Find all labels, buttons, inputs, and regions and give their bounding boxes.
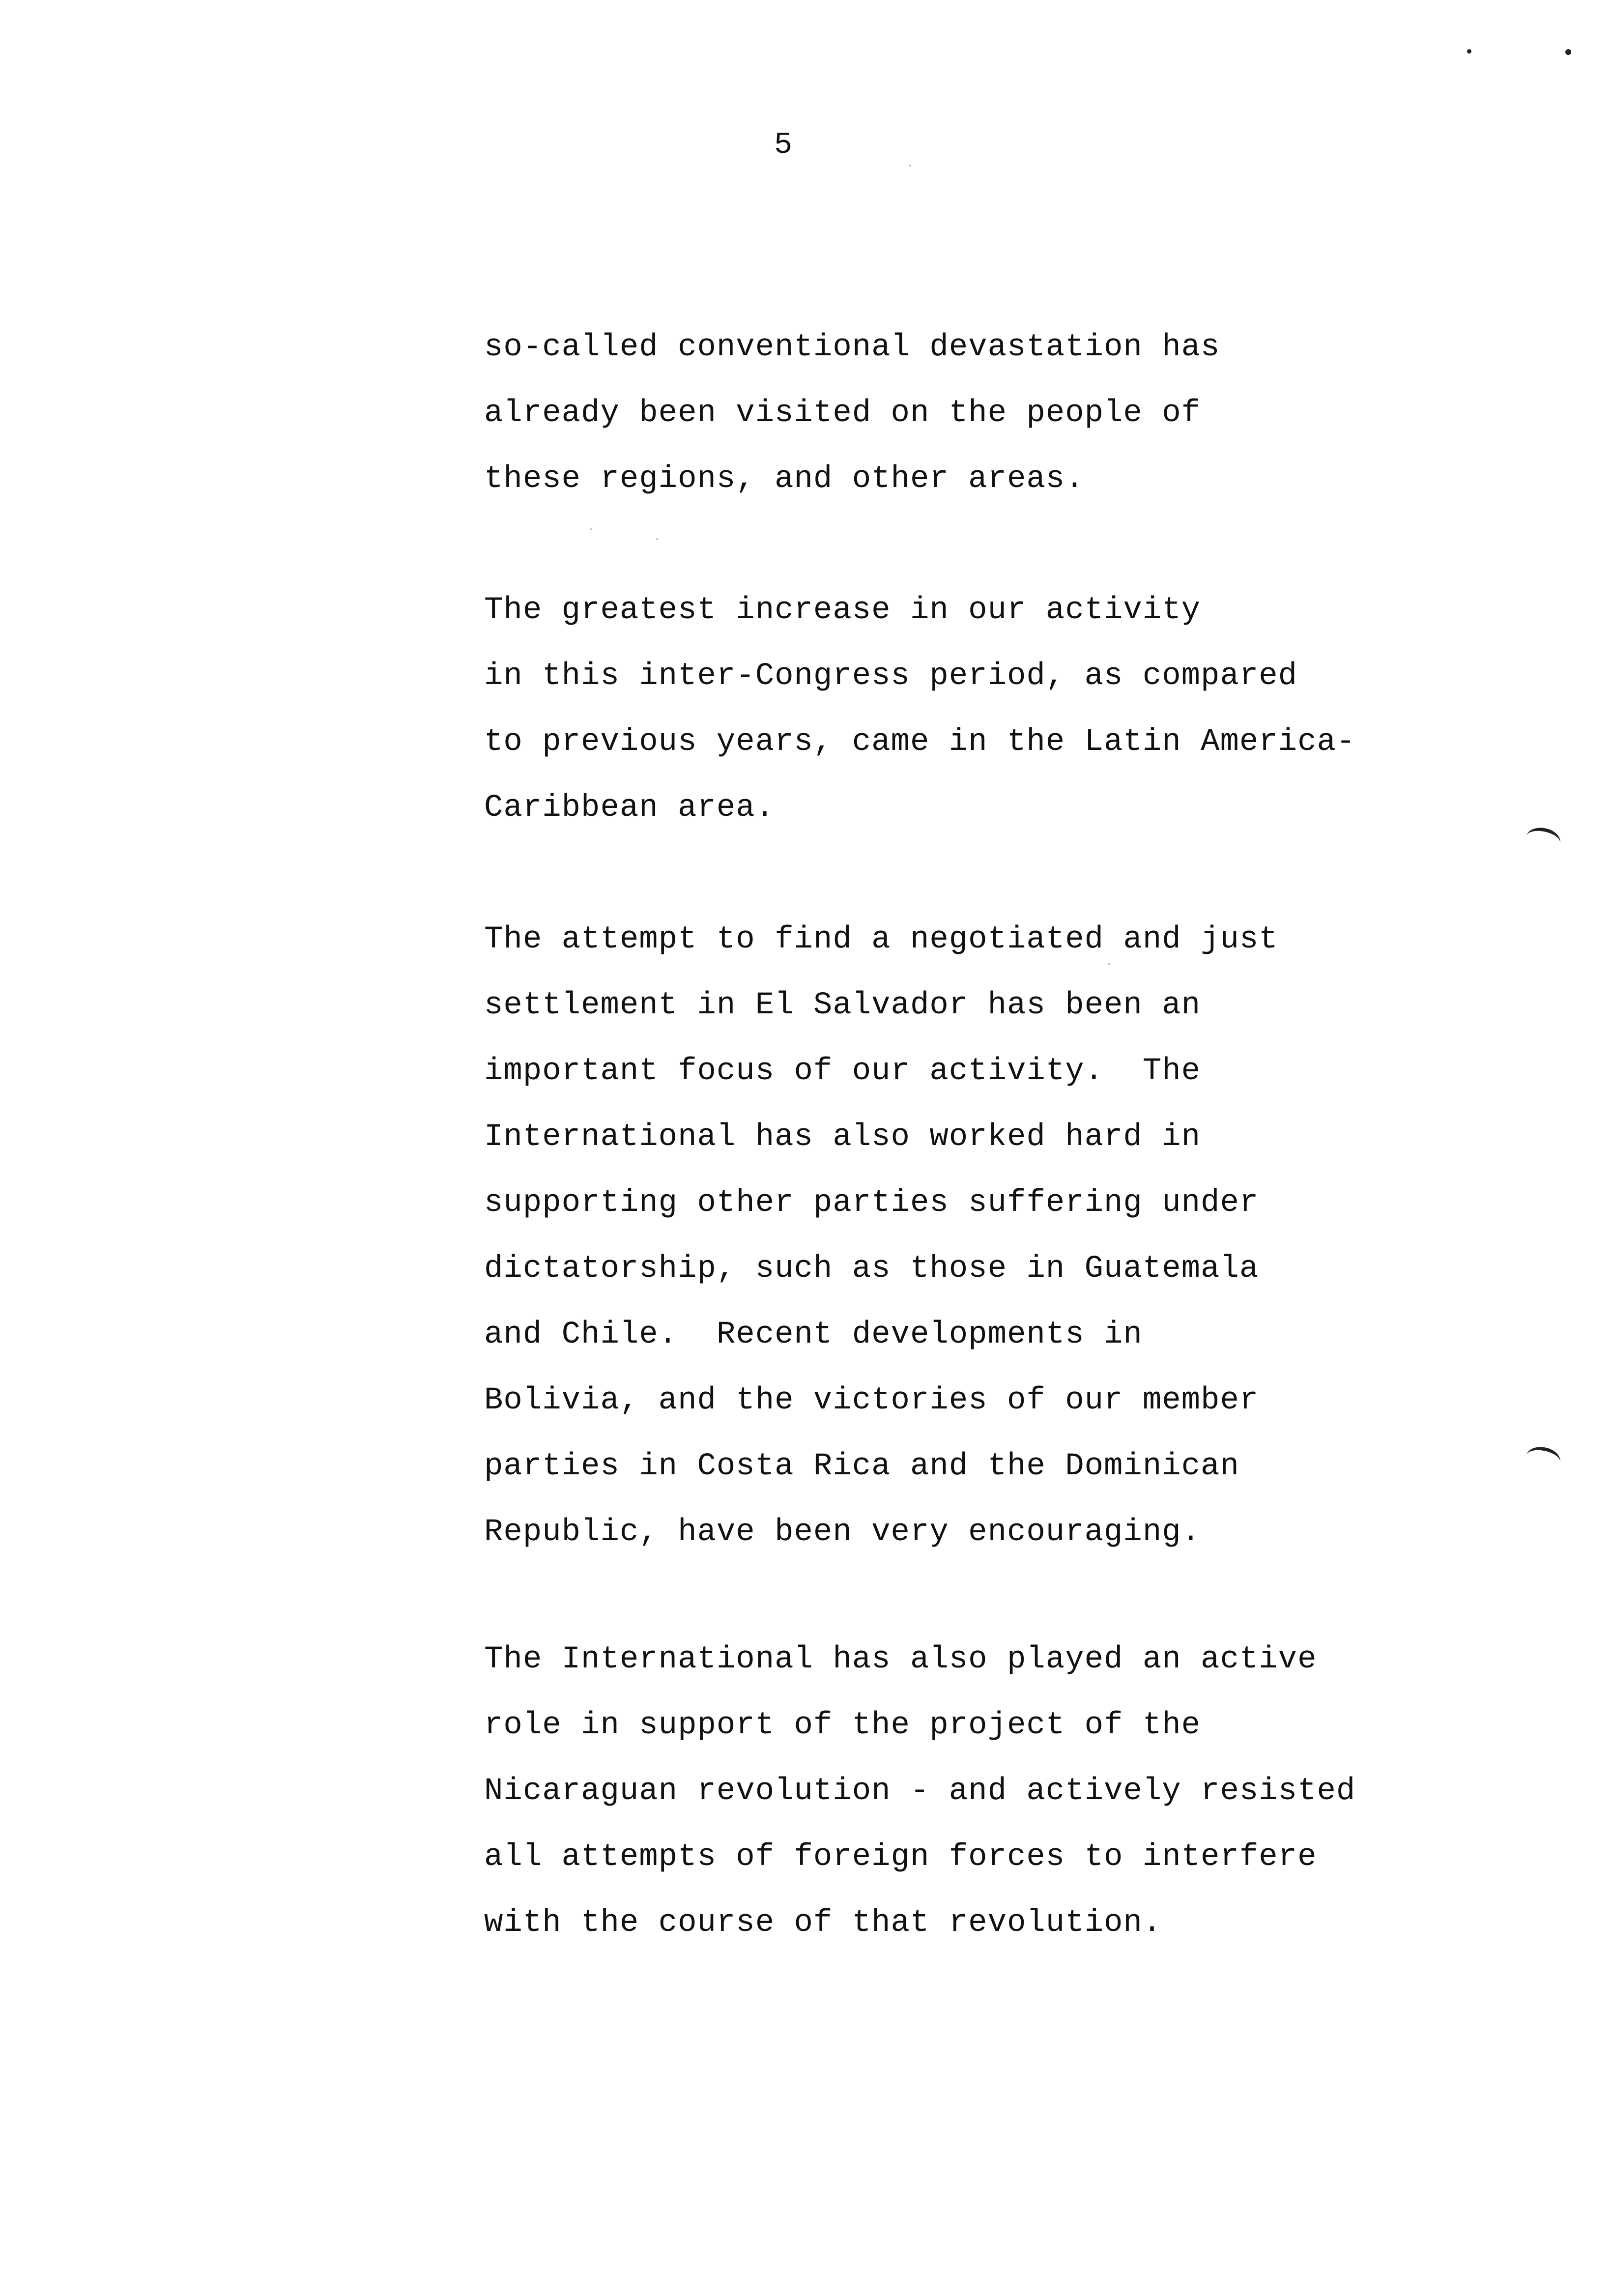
text-line: Bolivia, and the victories of our member	[484, 1383, 1259, 1418]
text-line: already been visited on the people of	[484, 396, 1201, 431]
paragraph-4	[484, 1627, 1467, 1956]
scan-speck-mark	[1108, 963, 1110, 965]
text-line: these regions, and other areas.	[484, 461, 1085, 497]
text-line: parties in Costa Rica and the Dominican	[484, 1449, 1239, 1484]
text-line: supporting other parties suffering under	[484, 1185, 1259, 1221]
text-line: with the course of that revolution.	[484, 1905, 1162, 1941]
text-line: The attempt to find a negotiated and just	[484, 922, 1278, 957]
scan-dot-mark	[1565, 49, 1571, 55]
binder-curve-mark	[1524, 825, 1562, 855]
text-line: The International has also played an active	[484, 1642, 1317, 1677]
paragraph-1	[484, 315, 1467, 512]
scan-speck-mark	[656, 538, 658, 540]
text-line: to previous years, came in the Latin America-	[484, 724, 1356, 760]
scan-speck-mark	[909, 165, 911, 167]
text-line: all attempts of foreign forces to interfere	[484, 1839, 1317, 1875]
text-line: role in support of the project of the	[484, 1708, 1201, 1743]
text-line: important focus of our activity. The	[484, 1054, 1201, 1089]
text-line: settlement in El Salvador has been an	[484, 988, 1201, 1023]
scan-speck-mark	[590, 528, 592, 530]
scan-dot-mark	[1467, 49, 1471, 54]
paragraph-2	[484, 577, 1467, 841]
text-line: The greatest increase in our activity	[484, 593, 1201, 628]
page-number: 5	[774, 127, 793, 162]
text-line: dictatorship, such as those in Guatemala	[484, 1251, 1259, 1287]
text-line: so-called conventional devastation has	[484, 330, 1220, 365]
text-line: Caribbean area.	[484, 790, 775, 826]
text-line: Republic, have been very encouraging.	[484, 1515, 1201, 1550]
text-line: Nicaraguan revolution - and actively resisted	[484, 1774, 1356, 1809]
text-line: in this inter-Congress period, as compared	[484, 659, 1298, 694]
text-line: and Chile. Recent developments in	[484, 1317, 1143, 1352]
paragraph-3	[484, 907, 1467, 1565]
binder-curve-mark	[1524, 1444, 1562, 1474]
text-line: International has also worked hard in	[484, 1119, 1201, 1155]
